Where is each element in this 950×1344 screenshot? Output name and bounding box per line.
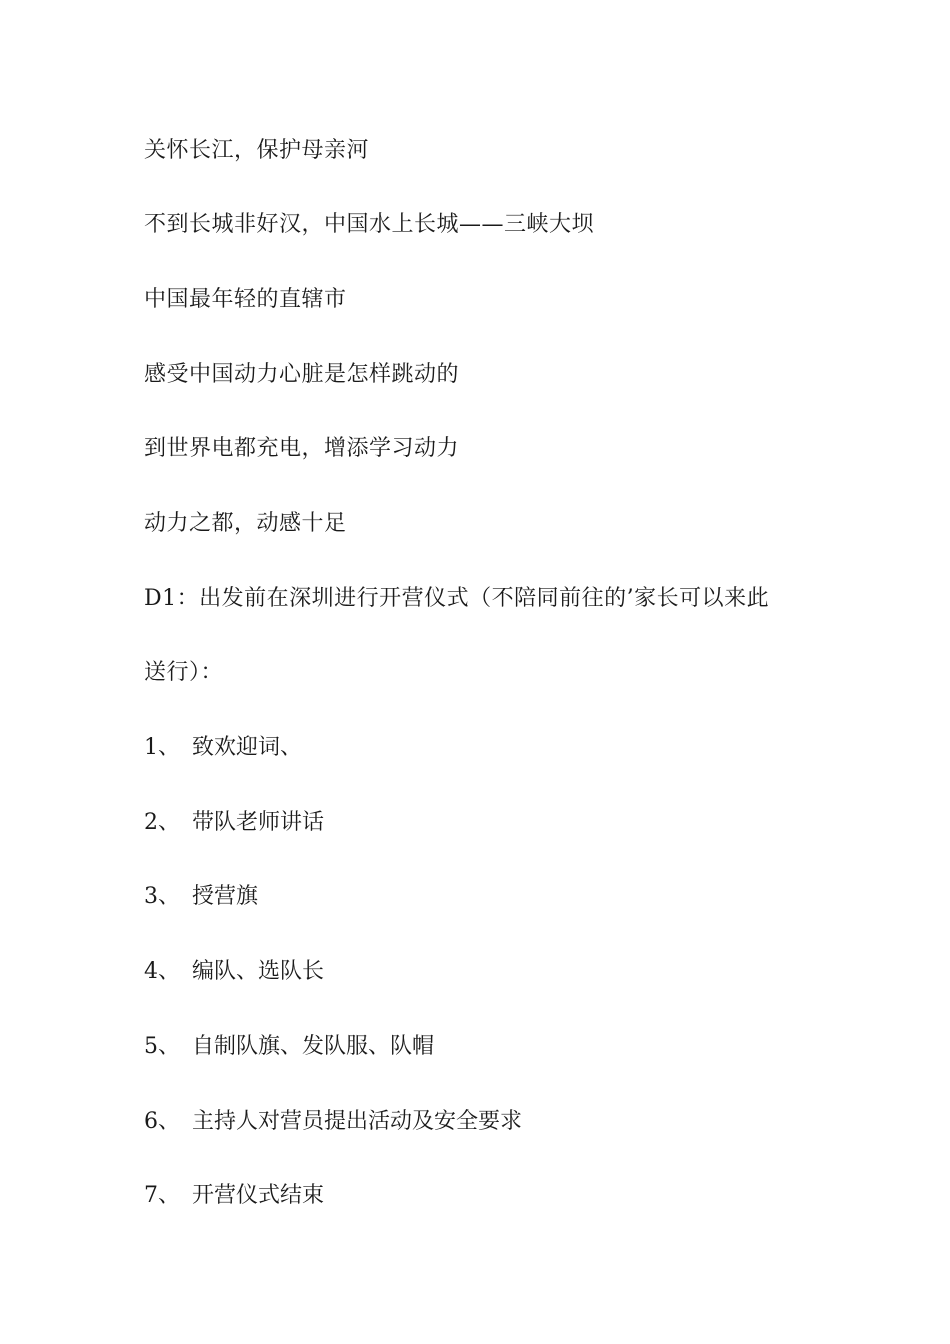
list-item <box>144 808 324 838</box>
heading-line: 关怀长江，保护母亲河 <box>144 138 370 163</box>
list-item-text: 致欢迎词、 <box>192 735 303 760</box>
list-item <box>144 733 302 763</box>
list-item <box>144 1181 324 1211</box>
list-item-text: 带队老师讲话 <box>192 810 325 835</box>
list-item <box>144 882 258 912</box>
list-item-number: 7、 <box>144 1183 180 1208</box>
heading-line: 感受中国动力心脏是怎样跳动的 <box>144 362 460 387</box>
day1-line-2: 送行）： <box>144 660 224 685</box>
list-item-text: 主持人对营员提出活动及安全要求 <box>192 1109 523 1134</box>
list-item <box>144 957 324 987</box>
list-item-text: 自制队旗、发队服、队帽 <box>192 1034 435 1059</box>
list-item-text: 编队、选队长 <box>192 959 325 984</box>
list-item-number: 3、 <box>144 884 180 909</box>
list-item-number: 2、 <box>144 810 180 835</box>
list-item-number: 6、 <box>144 1109 180 1134</box>
list-item-text: 授营旗 <box>192 884 259 909</box>
list-item-number: 4、 <box>144 959 180 984</box>
list-item <box>144 1107 522 1137</box>
list-item-number: 5、 <box>144 1034 180 1059</box>
heading-line: 不到长城非好汉，中国水上长城——三峡大坝 <box>144 212 595 237</box>
list-item-number: 1、 <box>144 735 180 760</box>
heading-line: 到世界电都充电，增添学习动力 <box>144 436 460 461</box>
heading-line: 动力之都，动感十足 <box>144 511 347 536</box>
heading-line: 中国最年轻的直辖市 <box>144 287 347 312</box>
day1-line-1: D1：出发前在深圳进行开营仪式（不陪同前往的’家长可以来此 <box>144 586 770 611</box>
list-item <box>144 1032 434 1062</box>
list-item-text: 开营仪式结束 <box>192 1183 325 1208</box>
